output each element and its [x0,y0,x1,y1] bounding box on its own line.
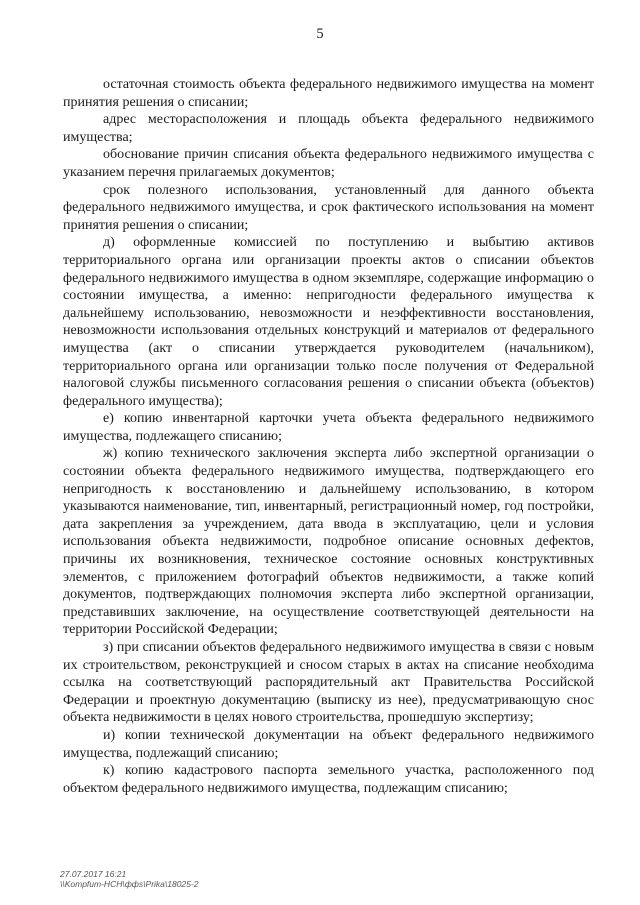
page-number: 5 [316,26,324,42]
paragraph-write-off-reasons: обоснование причин списания объекта федерального недвижимого имущества с указанием перечня прилагаемых документов; [63,147,594,180]
paragraph-item-zh: ж) копию технического заключения эксперта либо экспертной организации о состоянии объекта федерального недвижимого имущества, подтверждающего его непригодность к восстановлению и дальнейшему использованию, в котором указываются наименование, тип, инвентарный, регистрационный номер, год постройки, дата закрепления за учреждением, дата ввода в эксплуатацию, цели и условия использования объекта недвижимости, подробное описание основных дефектов, причины их возникновения, техническое состояние основных конструктивных элементов, с приложением фотографий объектов недвижимости, а также копий документов, подтверждающих полномочия эксперта либо экспертной организации, представивших заключение, на осуществление соответствующей деятельности на территории Российской Федерации; [63,446,594,638]
document-footer [60,869,198,889]
paragraph-item-i: и) копии технической документации на объект федерального недвижимого имущества, подлежащий списанию; [63,727,594,761]
paragraph-useful-life: срок полезного использования, установленный для данного объекта федерального недвижимого имущества, и срок фактического использования на момент принятия решения о списании; [63,182,594,233]
footer-file-path: \\Kompfum-HCH\ффs\Prika\18025-2 [60,879,199,889]
paragraph-item-z: з) при списании объектов федерального недвижимого имущества в связи с новым их строительством, реконструкцией и сносом старых в актах на списание необходима ссылка на соответствующий распорядительный акт Правительства Российской Федерации и проектную документацию (выписку из нее), предусматривающую снос объекта недвижимости в целях нового строительства, прошедшую экспертизу; [63,640,594,726]
paragraph-item-d: д) оформленные комиссией по поступлению и выбытию активов территориального органа или организации проекты актов о списании объектов федерального недвижимого имущества в одном экземпляре, содержащие информацию о состоянии имущества, а именно: непригодности федерального имущества к дальнейшему использованию, невозможности и неэффективности восстановления, невозможности использования отдельных конструкций и материалов от федерального имущества (акт о списании утверждается руководителем (начальником), территориального органа или организации только после получения от Федеральной налоговой службы письменного согласования решения о списании объекта (объектов) федерального имущества); [63,235,594,409]
paragraph-residual-value: остаточная стоимость объекта федерального недвижимого имущества на момент принятия решения о списании; [63,77,594,110]
document-body [63,76,594,797]
footer-timestamp: 27.07.2017 16:21 [60,869,127,879]
paragraph-item-e: е) копию инвентарной карточки учета объекта федерального недвижимого имущества, подлежащего списанию; [63,411,594,444]
paragraph-item-k: к) копию кадастрового паспорта земельного участка, расположенного под объектом федерального недвижимого имущества, подлежащим списанию; [63,763,594,796]
paragraph-address-area: адрес месторасположения и площадь объекта федерального недвижимого имущества; [63,112,594,145]
